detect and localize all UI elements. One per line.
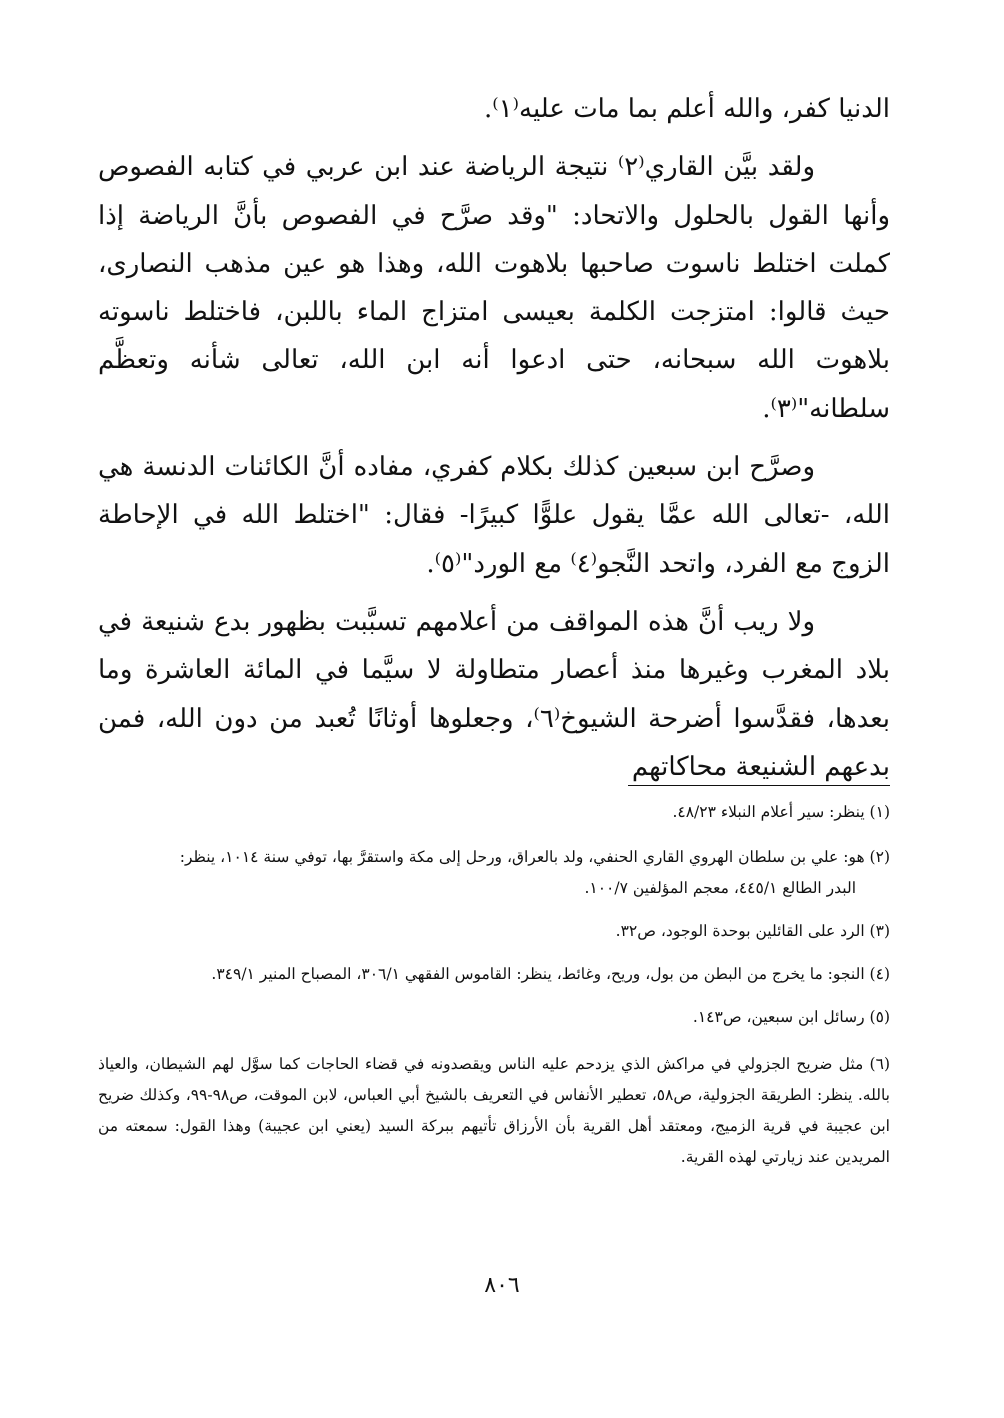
paragraph-1: الدنيا كفر، والله أعلم بما مات عليه⁽١⁾. — [484, 94, 890, 124]
main-text — [98, 85, 890, 791]
footnote-1: (١) ينظر: سير أعلام النبلاء ٤٨/٢٣. — [672, 803, 890, 821]
footnotes — [98, 797, 890, 1182]
page-number: ٨٠٦ — [484, 1273, 520, 1298]
footnote-2-line-2: البدر الطالع ٤٤٥/١، معجم المؤلفين ١٠٠/٧. — [584, 879, 856, 897]
footnote-divider — [628, 785, 890, 786]
footnote-2-line-1: (٢) هو: علي بن سلطان الهروي القاري الحنفي، ولد بالعراق، ورحل إلى مكة واستقرَّ بها، توفي سنة ١٠١٤، ينظر: — [179, 848, 890, 866]
footnote-2 — [98, 842, 890, 904]
footnote-6: (٦) مثل ضريح الجزولي في مراكش الذي يزدحم عليه الناس ويقصدونه في قضاء الحاجات كما سوَّل لهم الشيطان، والعياذ بالله. ينظر: الطريقة الجزولية، ص٥٨، تعطير الأنفاس في التعريف بالشيخ أبي العباس، لابن الموقت، ص٩٨-٩٩، وكذلك ضريح ابن عجيبة في قرية الزميج، ومعتقد أهل القرية بأن الأرزاق تأتيهم ببركة السيد (يعني ابن عجيبة) وهذا القول: سمعته من المريدين عند زيارتي لهذه القرية. — [98, 1055, 890, 1166]
footnote-5: (٥) رسائل ابن سبعين، ص١٤٣. — [692, 1008, 890, 1026]
page-content — [98, 85, 890, 1166]
footnote-4: (٤) النجو: ما يخرج من البطن من بول، وريح، وغائط، ينظر: القاموس الفقهي ٣٠٦/١، المصباح المنير ٣٤٩/١. — [211, 965, 890, 983]
paragraph-2: ولقد بيَّن القاري⁽٢⁾ نتيجة الرياضة عند ابن عربي في كتابه الفصوص وأنها القول بالحلول والاتحاد: "وقد صرَّح في الفصوص بأنَّ الرياضة إذا كملت اختلط ناسوت صاحبها بلاهوت الله، وهذا هو عين مذهب النصارى، حيث قالوا: امتزجت الكلمة بعيسى امتزاج الماء باللبن، فاختلط ناسوته بلاهوت الله سبحانه، حتى ادعوا أنه ابن الله، تعالى شأنه وتعظَّم سلطانه"⁽٣⁾. — [98, 152, 890, 424]
footnote-3: (٣) الرد على القائلين بوحدة الوجود، ص٣٢. — [615, 922, 890, 940]
paragraph-3: وصرَّح ابن سبعين كذلك بكلام كفري، مفاده أنَّ الكائنات الدنسة هي الله، -تعالى الله عمَّا يقول علوًّا كبيرًا- فقال: "اختلط الله في الإحاطة الزوج مع الفرد، واتحد النَّجو⁽٤⁾ مع الورد"⁽٥⁾. — [98, 452, 890, 579]
paragraph-4: ولا ريب أنَّ هذه المواقف من أعلامهم تسبَّبت بظهور بدع شنيعة في بلاد المغرب وغيرها منذ أعصار متطاولة لا سيَّما في المائة العاشرة وما بعدها، فقدَّسوا أضرحة الشيوخ⁽٦⁾، وجعلوها أوثانًا تُعبد من دون الله، فمن بدعهم الشنيعة محاكاتهم — [98, 606, 890, 782]
